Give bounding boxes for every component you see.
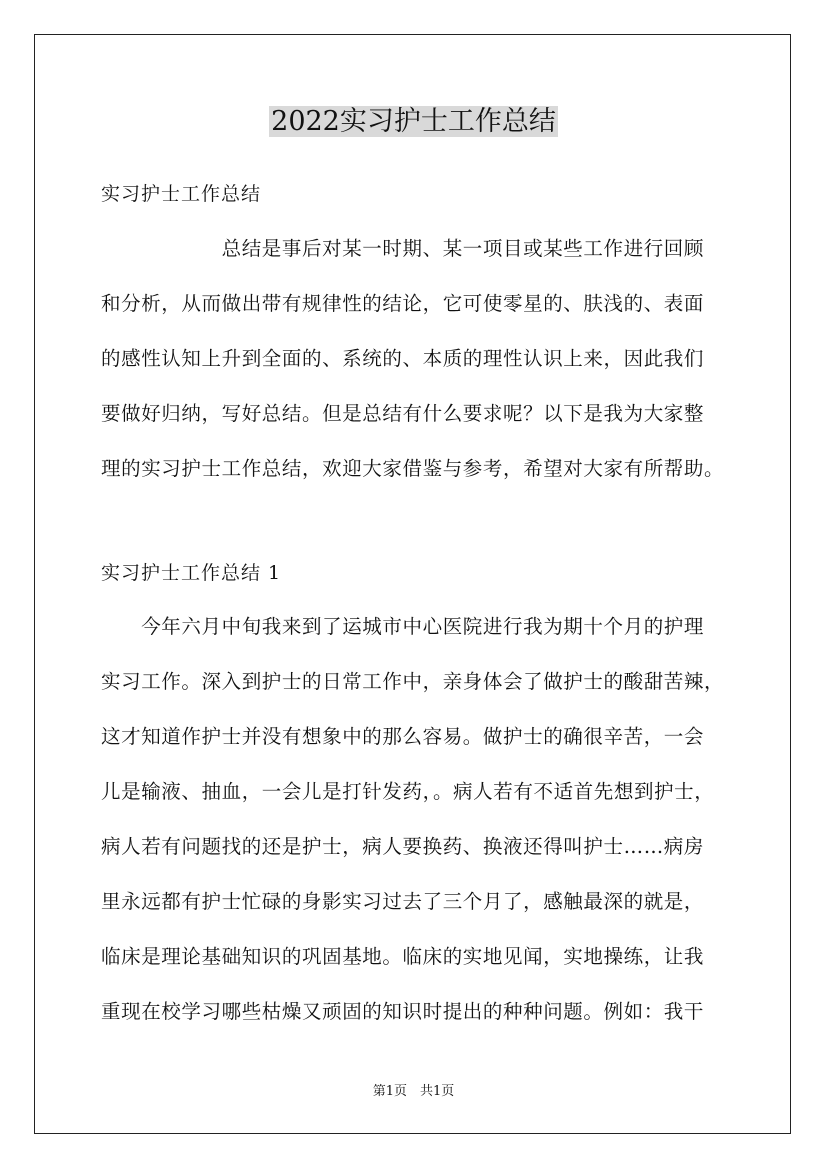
paragraph-line: 要做好归纳，写好总结。但是总结有什么要求呢？以下是我为大家整 — [101, 402, 705, 425]
paragraph-line: 实习工作。深入到护士的日常工作中，亲身体会了做护士的酸甜苦辣， — [101, 670, 725, 693]
paragraph-line: 重现在校学习哪些枯燥又顽固的知识时提出的种种问题。例如：我干 — [101, 1000, 705, 1023]
paragraph-line: 总结是事后对某一时期、某一项目或某些工作进行回顾 — [101, 237, 705, 260]
intro-heading: 实习护士工作总结 — [101, 183, 262, 205]
paragraph-line: 临床是理论基础知识的巩固基地。临床的实地见闻，实地操练，让我 — [101, 945, 705, 968]
paragraph-line: 和分析，从而做出带有规律性的结论，它可使零星的、肤浅的、表面 — [101, 292, 705, 315]
paragraph-line: 病人若有问题找的还是护士，病人要换药、换液还得叫护士……病房 — [101, 835, 705, 858]
paragraph-line: 这才知道作护士并没有想象中的那么容易。做护士的确很辛苦，一会 — [101, 725, 705, 748]
intro-paragraph — [101, 221, 727, 496]
paragraph-line: 今年六月中旬我来到了运城市中心医院进行我为期十个月的护理 — [101, 615, 705, 638]
section-1-paragraph — [101, 599, 727, 1039]
document-title — [0, 100, 827, 144]
paragraph-line: 里永远都有护士忙碌的身影实习过去了三个月了，感触最深的就是， — [101, 890, 705, 913]
paragraph-line: 的感性认知上升到全面的、系统的、本质的理性认识上来，因此我们 — [101, 347, 705, 370]
paragraph-line: 理的实习护士工作总结，欢迎大家借鉴与参考，希望对大家有所帮助。 — [101, 457, 725, 480]
paragraph-line: 儿是输液、抽血，一会儿是打针发药，。病人若有不适首先想到护士， — [101, 780, 715, 803]
page-footer: 第1页 共1页 — [372, 1084, 455, 1099]
section-1-heading: 实习护士工作总结 1 — [101, 562, 282, 584]
document-title-text: 2022实习护士工作总结 — [271, 106, 556, 137]
